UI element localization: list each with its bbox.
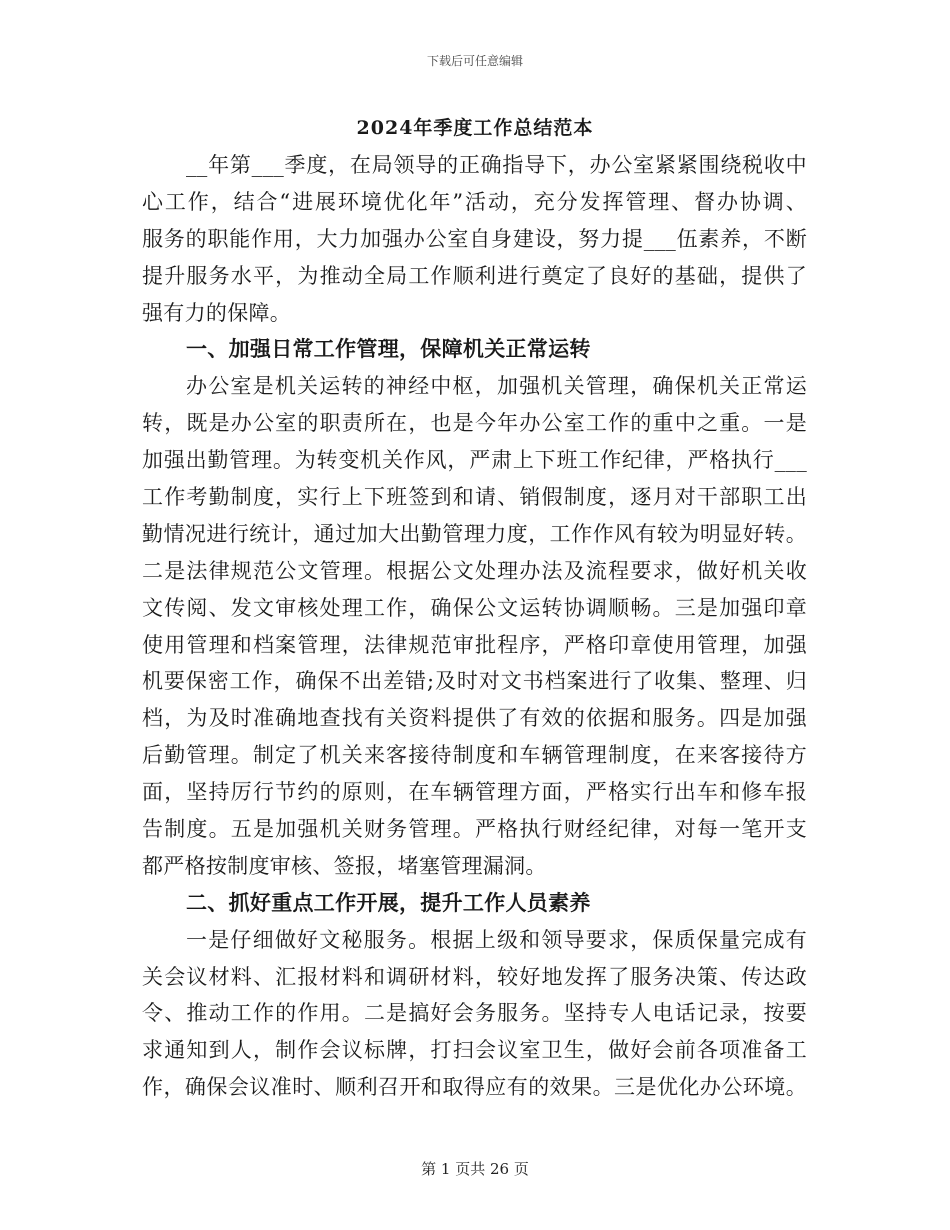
body-text-line: 使用管理和档案管理，法律规范审批程序，严格印章使用管理，加强 [142, 632, 807, 657]
body-text-line: 作，确保会议准时、顺利召开和取得应有的效果。三是优化办公环境。 [142, 1075, 807, 1100]
body-text-line: 关会议材料、汇报材料和调研材料，较好地发挥了服务决策、传达政 [142, 964, 807, 989]
body-text-line: 提升服务水平，为推动全局工作顺利进行奠定了良好的基础，提供了 [142, 263, 807, 288]
body-text-line: 转，既是办公室的职责所在，也是今年办公室工作的重中之重。一是 [142, 411, 807, 436]
body-text-line: 勤情况进行统计，通过加大出勤管理力度，工作作风有较为明显好转。 [142, 521, 807, 546]
section-heading: 一、加强日常工作管理，保障机关正常运转 [186, 336, 591, 362]
body-text-line: 工作考勤制度，实行上下班签到和请、销假制度，逐月对干部职工出 [142, 485, 807, 510]
body-text-line: 加强出勤管理。为转变机关作风，严肃上下班工作纪律，严格执行___ [142, 448, 807, 473]
body-text-line: 后勤管理。制定了机关来客接待制度和车辆管理制度，在来客接待方 [142, 743, 807, 768]
body-text-line: 机要保密工作，确保不出差错;及时对文书档案进行了收集、整理、归 [142, 669, 807, 694]
section-heading: 二、抓好重点工作开展，提升工作人员素养 [186, 889, 591, 915]
body-text-line: 二是法律规范公文管理。根据公文处理办法及流程要求，做好机关收 [142, 558, 807, 583]
body-text-line: 办公室是机关运转的神经中枢，加强机关管理，确保机关正常运 [186, 374, 807, 399]
document-title: 2024年季度工作总结范本 [356, 117, 594, 139]
body-text-line: 求通知到人，制作会议标牌，打扫会议室卫生，做好会前各项准备工 [142, 1038, 807, 1063]
body-text-line: __年第___季度，在局领导的正确指导下，办公室紧紧围绕税收中 [186, 153, 807, 177]
body-text-line: 令、推动工作的作用。二是搞好会务服务。坚持专人电话记录，按要 [142, 1001, 807, 1026]
body-text-line: 告制度。五是加强机关财务管理。严格执行财经纪律，对每一笔开支 [142, 817, 807, 842]
body-text-line: 心工作，结合“进展环境优化年”活动，充分发挥管理、督办协调、 [142, 189, 807, 214]
body-text-line: 面，坚持厉行节约的原则，在车辆管理方面，严格实行出车和修车报 [142, 780, 807, 805]
body-text-line: 服务的职能作用，大力加强办公室自身建设，努力提___伍素养，不断 [142, 226, 807, 251]
body-text-line: 都严格按制度审核、签报，堵塞管理漏洞。 [142, 853, 547, 878]
document-body [142, 147, 807, 1106]
body-text-line: 强有力的保障。 [142, 300, 292, 325]
page-header-note: 下载后可任意编辑 [426, 54, 523, 68]
body-text-line: 档，为及时准确地查找有关资料提供了有效的依据和服务。四是加强 [142, 706, 807, 731]
body-text-line: 文传阅、发文审核处理工作，确保公文运转协调顺畅。三是加强印章 [142, 595, 807, 620]
body-text-line: 一是仔细做好文秘服务。根据上级和领导要求，保质保量完成有 [186, 927, 807, 952]
page-footer: 第 1 页共 26 页 [421, 1160, 529, 1178]
